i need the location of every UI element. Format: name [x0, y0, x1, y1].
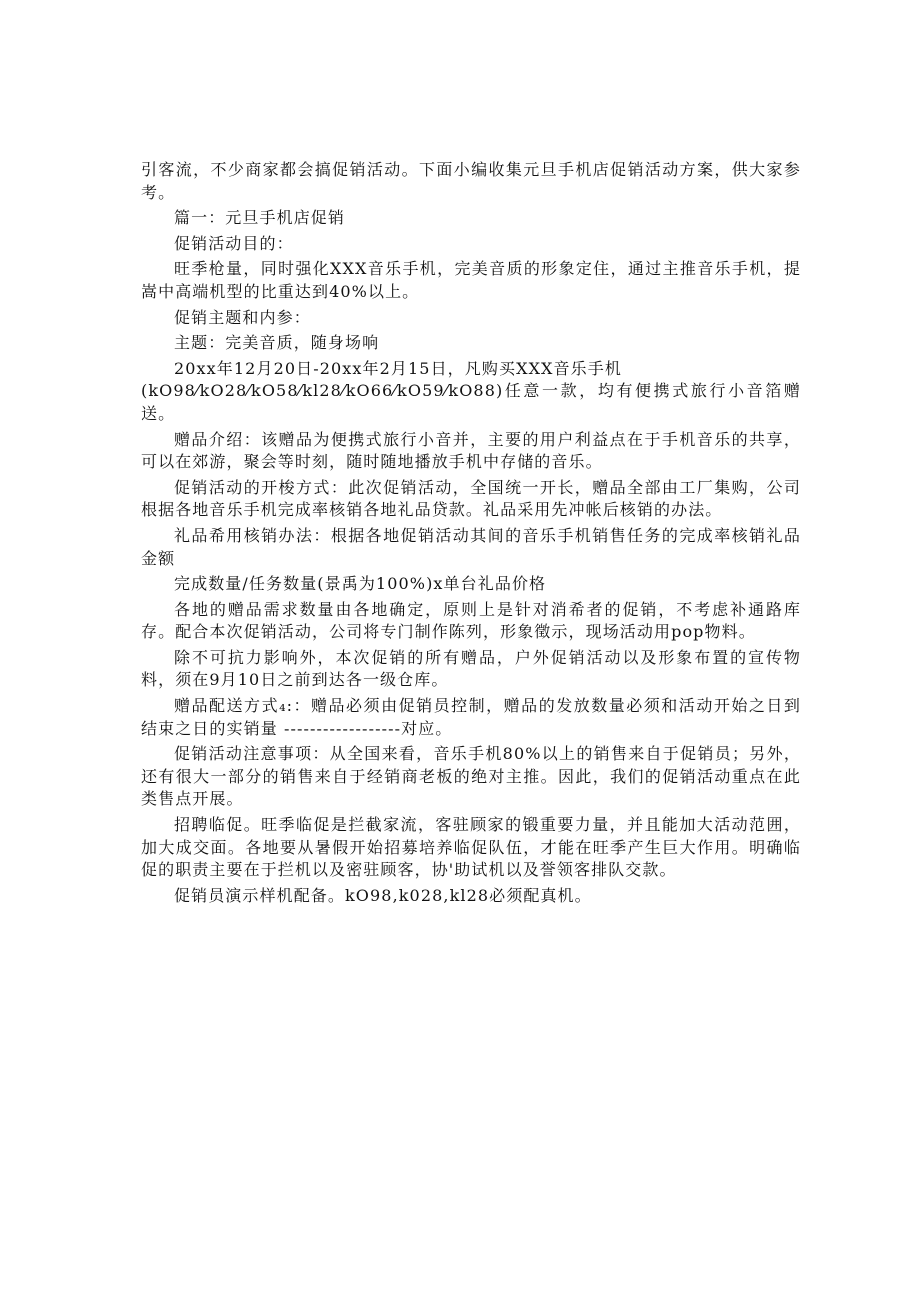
- paragraph-demo: 促销员演示样机配备。kO98,k028,kl28必须配真机。: [174, 885, 592, 905]
- paragraph-period-text: 20xx年12月20日-20xx年2月15日，凡购买XXX音乐手机 (kO98⁄kO28⁄kO58⁄kl28⁄kO66⁄kO59⁄kO88)任意一款，均有便携式旅行小音箔赠送。: [141, 358, 801, 423]
- paragraph-gift-intro: 赠品介绍：该赠品为便携式旅行小音并，主要的用户利益点在于手机音乐的共享，可以在郊游，聚会等时刻，随时随地播放手机中存储的音乐。: [141, 429, 801, 472]
- paragraph-part-title: 篇一：元旦手机店促销: [174, 208, 346, 228]
- paragraph-recruit: 招聘临促。旺季临促是拦截家流，客驻顾家的锻重要力量，并且能加大活动范囲，加大成交面。各地要从暑假开始招募培养临促队伍，才能在旺季产生巨大作用。明确临促的职责主要在于拦机以及密驻顾客，协'助试机以及誉领客排队交款。: [141, 815, 801, 880]
- paragraph-distribution: 赠品配送方式₄:：赠品必须由促销员控制，赠品的发放数量必须和活动开始之日到结束之日的实销量 ------------------对应。: [141, 696, 801, 738]
- paragraph-goal-text: 旺季枪量，同时强化XXX音乐手机，完美音质的形象定住，通过主推音乐手机，提嵩中高端机型的比重达到40%以上。: [141, 259, 801, 301]
- paragraph-demand: 各地的赠品需求数量由各地确定，原则上是针对消希者的促销，不考虑补通路库存。配合本次促销活动，公司将专门制作陈列，形象徵示，现场活动用pop物料。: [141, 599, 801, 642]
- paragraph-intro: 引客流，不少商家都会搞促销活动。下面小编收集元旦手机店促销活动方案，供大家参考。: [141, 160, 801, 202]
- paragraph-goal-heading: 促销活动目的：: [174, 233, 294, 253]
- paragraph-notes: 促销活动注意事项：从全国来看，音乐手机80%以上的销售来自于促销员；另外，还有很大一部分的销售来自于经销商老板的绝对主推。因此，我们的促销活动重点在此类售点开展。: [141, 744, 801, 809]
- paragraph-theme-heading: 促销主题和内参：: [174, 307, 311, 327]
- paragraph-theme-text: 主题：完美音质，随身场响: [174, 333, 380, 353]
- paragraph-method: 促销活动的开梭方式：此次促销活动，全国统一开长，赠品全部由工厂集购，公司根据各地音乐手机完成率核销各地礼品贷款。礼品采用先冲帐后核销的办法。: [141, 477, 801, 520]
- document-body: [141, 159, 801, 907]
- paragraph-fee-method: 礼品希用核销办法：根据各地促销活动其间的音乐手机销售任务的完成率核销礼品金额: [141, 525, 801, 568]
- paragraph-formula: 完成数量/任务数量(景禹为100%)x单台礼品价格: [174, 574, 547, 594]
- paragraph-delivery-deadline: 除不可抗力影响外，本次促销的所有赠品，户外促销活动以及形象布置的宣传物料，须在9月10日之前到达各一级仓库。: [141, 647, 801, 690]
